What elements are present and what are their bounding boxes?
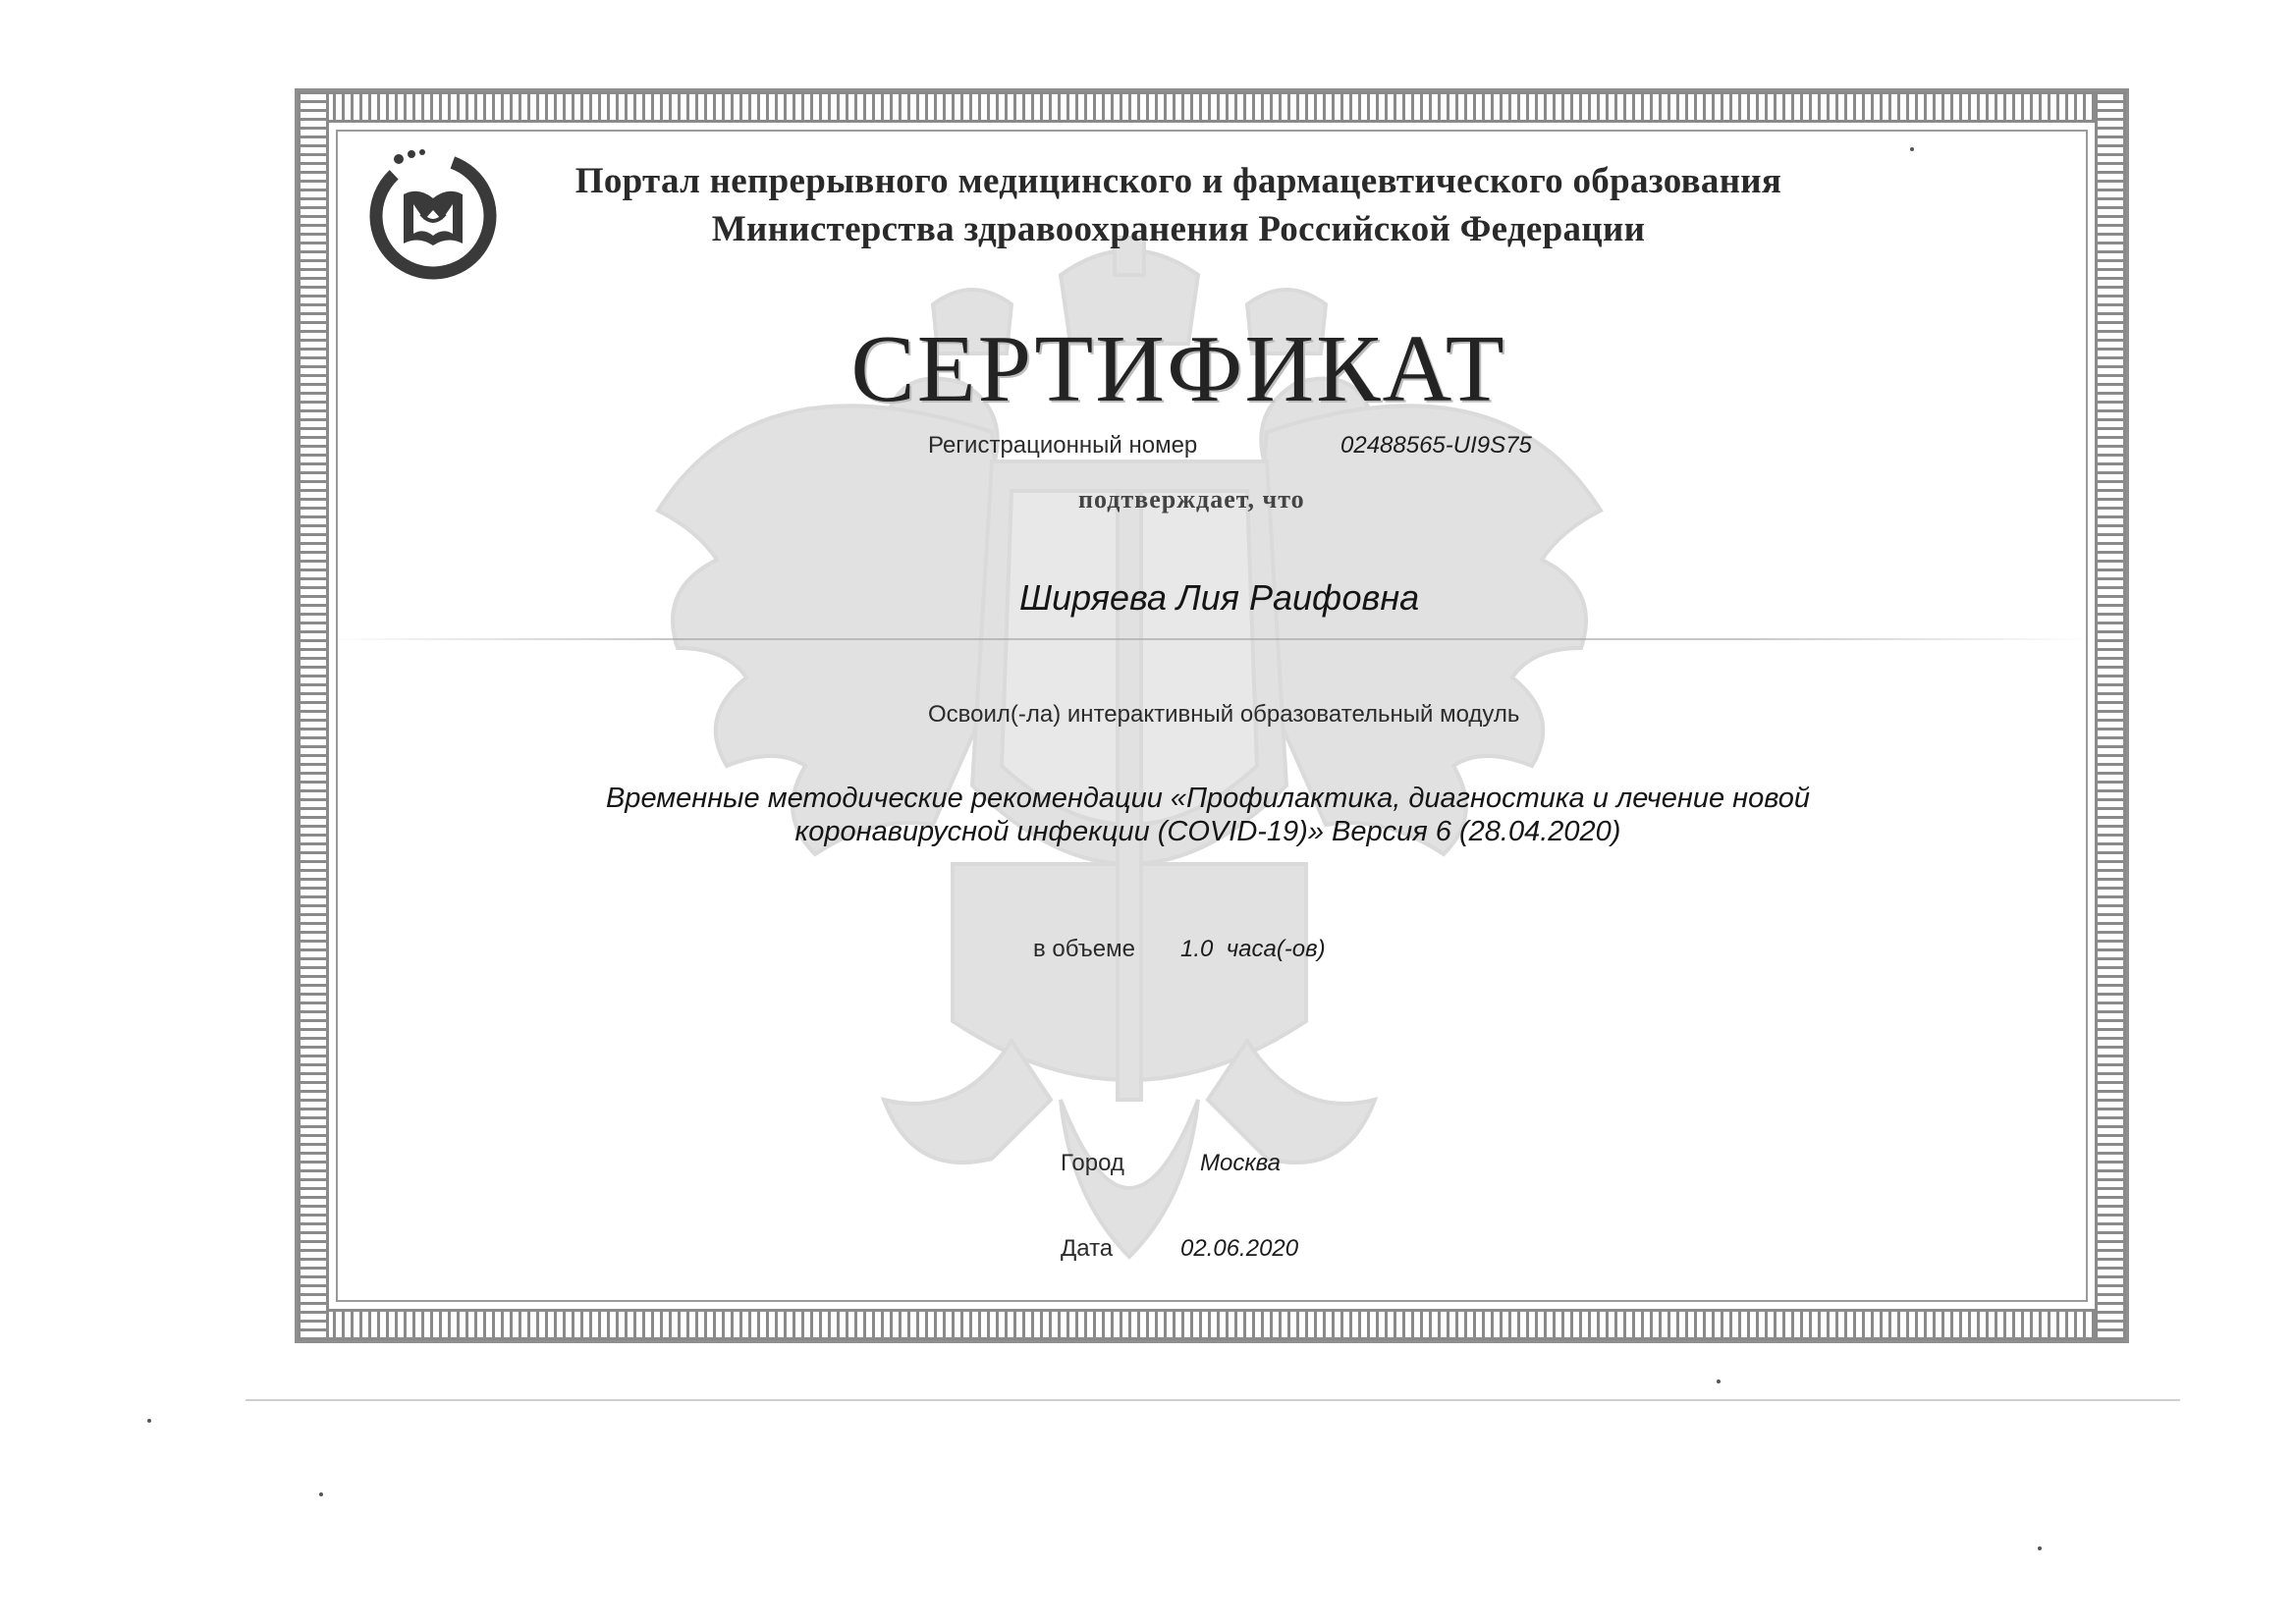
scan-speck — [2038, 1546, 2042, 1550]
bottom-greek-border — [298, 1309, 2126, 1340]
module-title-line-1: Временные методические рекомендации «Профилактика, диагностика и лечение новой — [605, 783, 1811, 814]
registration-label: Регистрационный номер — [928, 432, 1198, 459]
ministry-name-line: Министерства здравоохранения Российской Федерации — [711, 209, 1646, 249]
certificate-title: СЕРТИФИКАТ — [850, 316, 1506, 422]
recipient-name: Ширяева Лия Раифовна — [1019, 577, 1420, 618]
scan-speck — [147, 1419, 151, 1423]
left-greek-border — [298, 91, 329, 1340]
city-label: Город — [1061, 1150, 1124, 1176]
completed-module-text: Освоил(-ла) интерактивный образовательный модуль — [928, 701, 1520, 728]
registration-number: 02488565-UI9S75 — [1340, 432, 1532, 459]
date-label: Дата — [1061, 1235, 1114, 1262]
right-greek-border — [2095, 91, 2126, 1340]
date-value: 02.06.2020 — [1180, 1235, 1299, 1262]
portal-book-logo-icon — [359, 137, 507, 285]
volume-label: в объеме — [1033, 936, 1135, 962]
scan-edge-line — [246, 1399, 2180, 1401]
volume-value: 1.0 часа(-ов) — [1180, 936, 1326, 962]
scan-speck — [319, 1492, 323, 1496]
module-title — [550, 782, 1866, 848]
scan-speck — [1717, 1380, 1721, 1383]
top-greek-border — [298, 91, 2126, 123]
module-title-line-2: коронавирусной инфекции (COVID-19)» Версия 6 (28.04.2020) — [794, 816, 1621, 847]
confirms-text: подтверждает, что — [1078, 485, 1305, 514]
portal-name-line: Портал непрерывного медицинского и фармацевтического образования — [574, 161, 1782, 201]
scan-fold-line — [324, 638, 2092, 640]
city-value: Москва — [1200, 1150, 1282, 1176]
